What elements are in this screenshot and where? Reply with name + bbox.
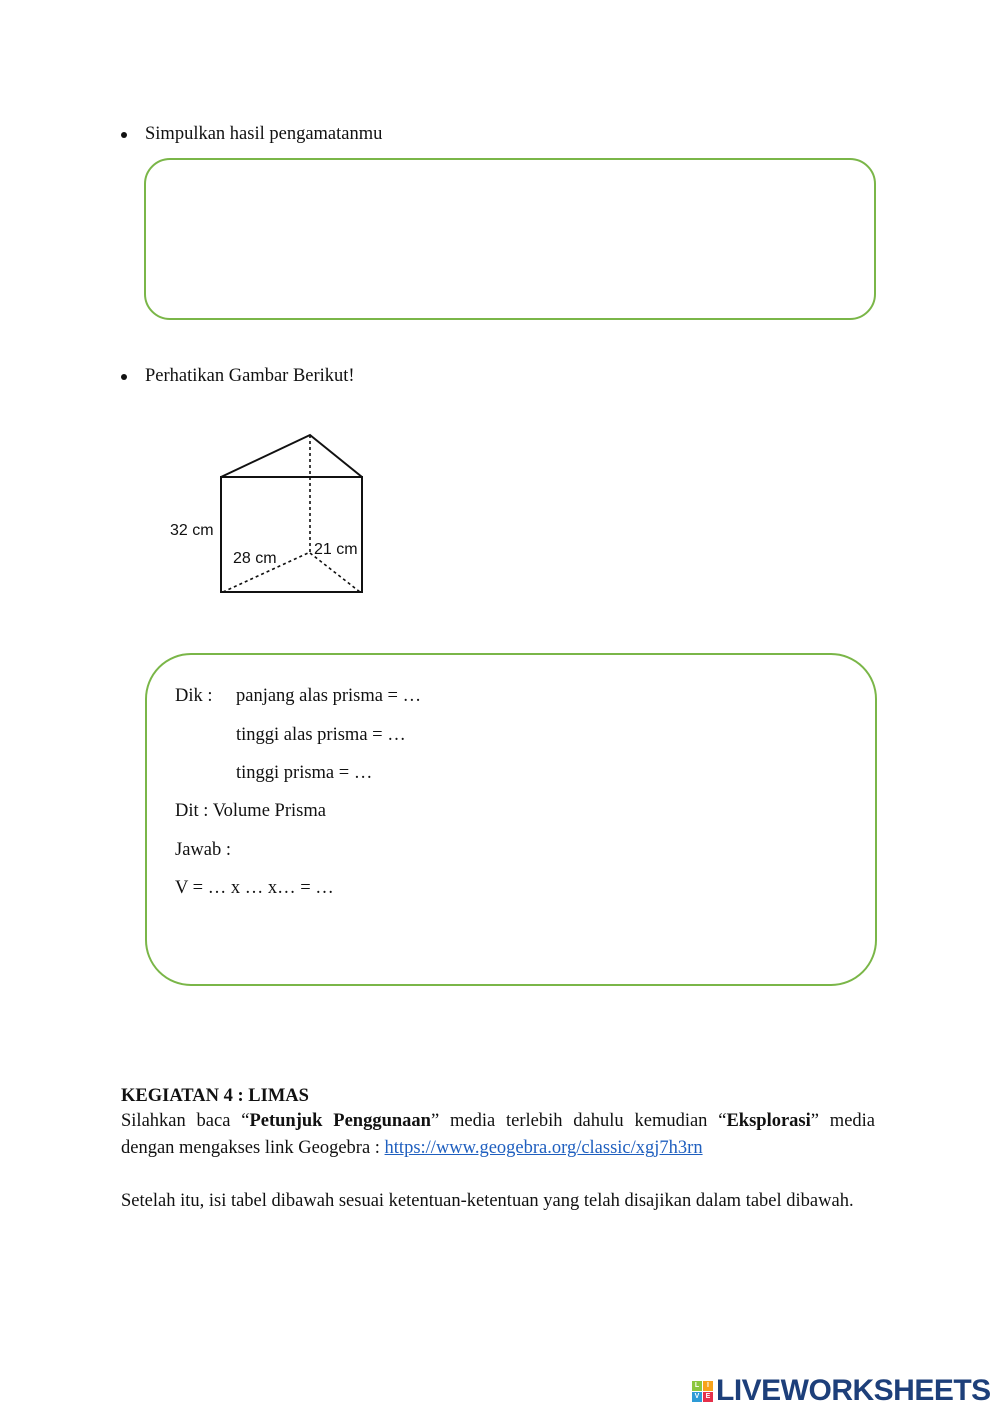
prism-top-edges bbox=[221, 435, 362, 477]
logo-cubes-icon bbox=[692, 1381, 713, 1402]
height-label: 32 cm bbox=[170, 522, 214, 539]
petunjuk-bold: Petunjuk Penggunaan bbox=[249, 1111, 431, 1131]
kegiatan-instructions bbox=[121, 1108, 875, 1162]
text: Silahkan baca “ bbox=[121, 1111, 250, 1131]
text: ” media terlebih dahulu kemudian “ bbox=[430, 1111, 727, 1131]
dik-label: Dik : bbox=[175, 686, 213, 706]
bullet-icon bbox=[121, 374, 127, 380]
liveworksheets-logo bbox=[692, 1374, 991, 1408]
kegiatan-title: KEGIATAN 4 : LIMAS bbox=[121, 1086, 309, 1106]
logo-text: LIVEWORKSHEETS bbox=[716, 1374, 991, 1407]
bullet-text: Simpulkan hasil pengamatanmu bbox=[145, 124, 383, 144]
conclusion-answer-box[interactable] bbox=[144, 158, 876, 320]
bullet-text: Perhatikan Gambar Berikut! bbox=[145, 366, 355, 386]
alt-label: 21 cm bbox=[314, 541, 358, 558]
dit-line: Dit : Volume Prisma bbox=[175, 801, 326, 821]
dik-line-3: tinggi prisma = … bbox=[236, 763, 373, 783]
formula-line: V = … x … x… = … bbox=[175, 878, 334, 898]
cube: I bbox=[703, 1381, 713, 1391]
jawab-line: Jawab : bbox=[175, 840, 231, 860]
cube: L bbox=[692, 1381, 702, 1391]
prism-front-face bbox=[221, 477, 362, 592]
bullet-icon bbox=[121, 132, 127, 138]
cube: V bbox=[692, 1392, 702, 1402]
cube: E bbox=[703, 1392, 713, 1402]
dik-line-2: tinggi alas prisma = … bbox=[236, 725, 406, 745]
geogebra-link[interactable]: https://www.geogebra.org/classic/xgj7h3rn bbox=[384, 1138, 703, 1158]
prism-figure bbox=[160, 425, 380, 605]
base-label: 28 cm bbox=[233, 550, 277, 567]
kegiatan-paragraph-2: Setelah itu, isi tabel dibawah sesuai ketentuan-ketentuan yang telah disajikan dalam tabel dibawah. bbox=[121, 1191, 854, 1211]
eksplorasi-bold: Eksplorasi bbox=[726, 1111, 811, 1131]
dik-line-1: panjang alas prisma = … bbox=[236, 686, 422, 706]
text: ” media dengan mengakses link Geogebra : bbox=[121, 1111, 876, 1158]
